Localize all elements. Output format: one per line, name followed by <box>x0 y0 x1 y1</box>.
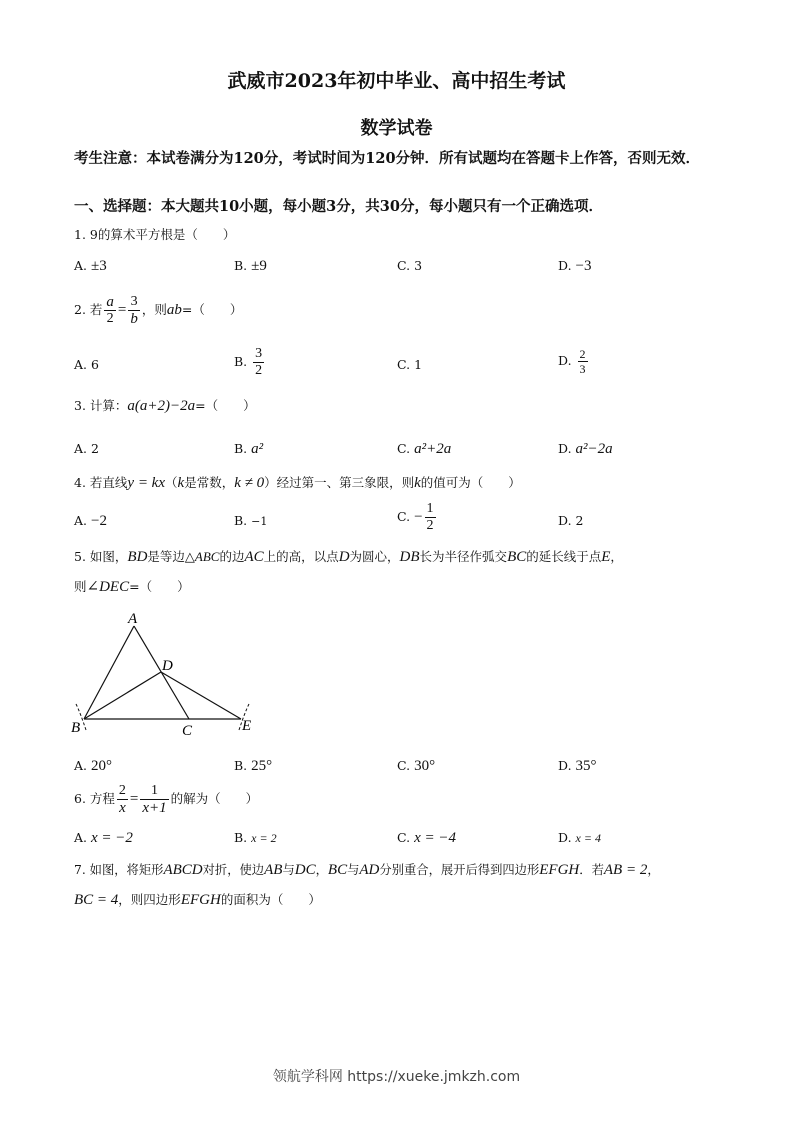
q3-option-d: D. a²−2a <box>558 441 613 457</box>
q1-option-b: B. ±9 <box>234 258 267 274</box>
footer-watermark[interactable]: 领航学科网 https://xueke.jmkzh.com <box>272 1069 521 1085</box>
section-heading: 一、选择题：本大题共10小题，每小题3分，共30分，每小题只有一个正确选项． <box>74 198 603 215</box>
question-2: 2. 若 $\frac{a}{2}$ = $\frac{3}{b}$ ，则ab=（ ） <box>74 294 243 327</box>
q1-option-c: C. 3 <box>397 258 423 273</box>
q3-option-a: A. 2 <box>74 441 99 456</box>
q4-option-b: B. −1 <box>234 513 268 528</box>
q6-option-d: D. x = 4 <box>558 830 601 845</box>
question-3: 3. 计算：a(a+2)−2a=（ ） <box>74 398 256 414</box>
question-6: 6. 方程 $\frac{2}{x}$ = $\frac{1}{x+1}$ 的解为（ ） <box>74 783 259 816</box>
q5-option-a: A. 20° <box>74 758 112 774</box>
q5-option-c: C. 30° <box>397 758 436 774</box>
q2-option-d: D. $\frac{2}{3}$ <box>558 347 586 376</box>
label-c: C <box>182 723 193 739</box>
q2-option-b: B. $\frac{3}{2}$ <box>234 346 263 378</box>
label-a: A <box>128 611 138 627</box>
q1-option-d: D. −3 <box>558 258 592 274</box>
q2-fraction-2: $\frac{3}{b}$ <box>130 294 138 327</box>
exam-subtitle: 数学试卷 <box>360 118 433 139</box>
segment-ab <box>84 626 134 719</box>
q4-option-c: C. − $\frac{1}{2}$ <box>397 501 434 533</box>
q5-geometry-figure <box>68 608 268 744</box>
question-5-line-2: 则∠DEC=（ ） <box>74 579 190 595</box>
q4-option-d: D. 2 <box>558 513 584 528</box>
question-5-line-1: 5. 如图，BD是等边△ABC的边AC上的高，以点D为圆心，DB长为半径作弧交BC的延长线于点E， <box>74 549 623 565</box>
q1-option-a: A. ±3 <box>74 258 107 274</box>
q3-option-b: B. a² <box>234 441 264 457</box>
q6-option-c: C. x = −4 <box>397 830 456 846</box>
segment-bd <box>84 672 161 719</box>
label-d: D <box>162 658 173 674</box>
q1-stem: 1. 9的算术平方根是（ ） <box>74 227 236 242</box>
q5-option-d: D. 35° <box>558 758 597 774</box>
question-1 <box>74 226 235 244</box>
q4-option-a: A. −2 <box>74 513 107 529</box>
q5-option-b: B. 25° <box>234 758 273 774</box>
label-e: E <box>242 718 252 734</box>
q3-option-c: C. a²+2a <box>397 441 452 457</box>
q6-option-b: B. x = 2 <box>234 830 277 845</box>
q2-fraction-1: $\frac{a}{2}$ <box>106 294 114 326</box>
q2-option-a: A. 6 <box>74 357 99 372</box>
q6-option-a: A. x = −2 <box>74 830 133 846</box>
question-4: 4. 若直线y = kx（k是常数，k ≠ 0）经过第一、第三象限，则k的值可为（ ） <box>74 475 521 491</box>
exam-notice: 考生注意：本试卷满分为120分，考试时间为120分钟．所有试题均在答题卡上作答，否则无效． <box>74 150 701 167</box>
question-7-line-1: 7. 如图，将矩形ABCD对折，使边AB与DC，BC与AD分别重合，展开后得到四边形EFGH．若AB = 2， <box>74 862 660 878</box>
question-7-line-2: BC = 4，则四边形EFGH的面积为（ ） <box>74 892 321 908</box>
label-b: B <box>71 720 81 736</box>
segment-de <box>161 672 241 719</box>
exam-title: 武威市2023年初中毕业、高中招生考试 <box>227 70 566 92</box>
q2-option-c: C. 1 <box>397 357 423 372</box>
